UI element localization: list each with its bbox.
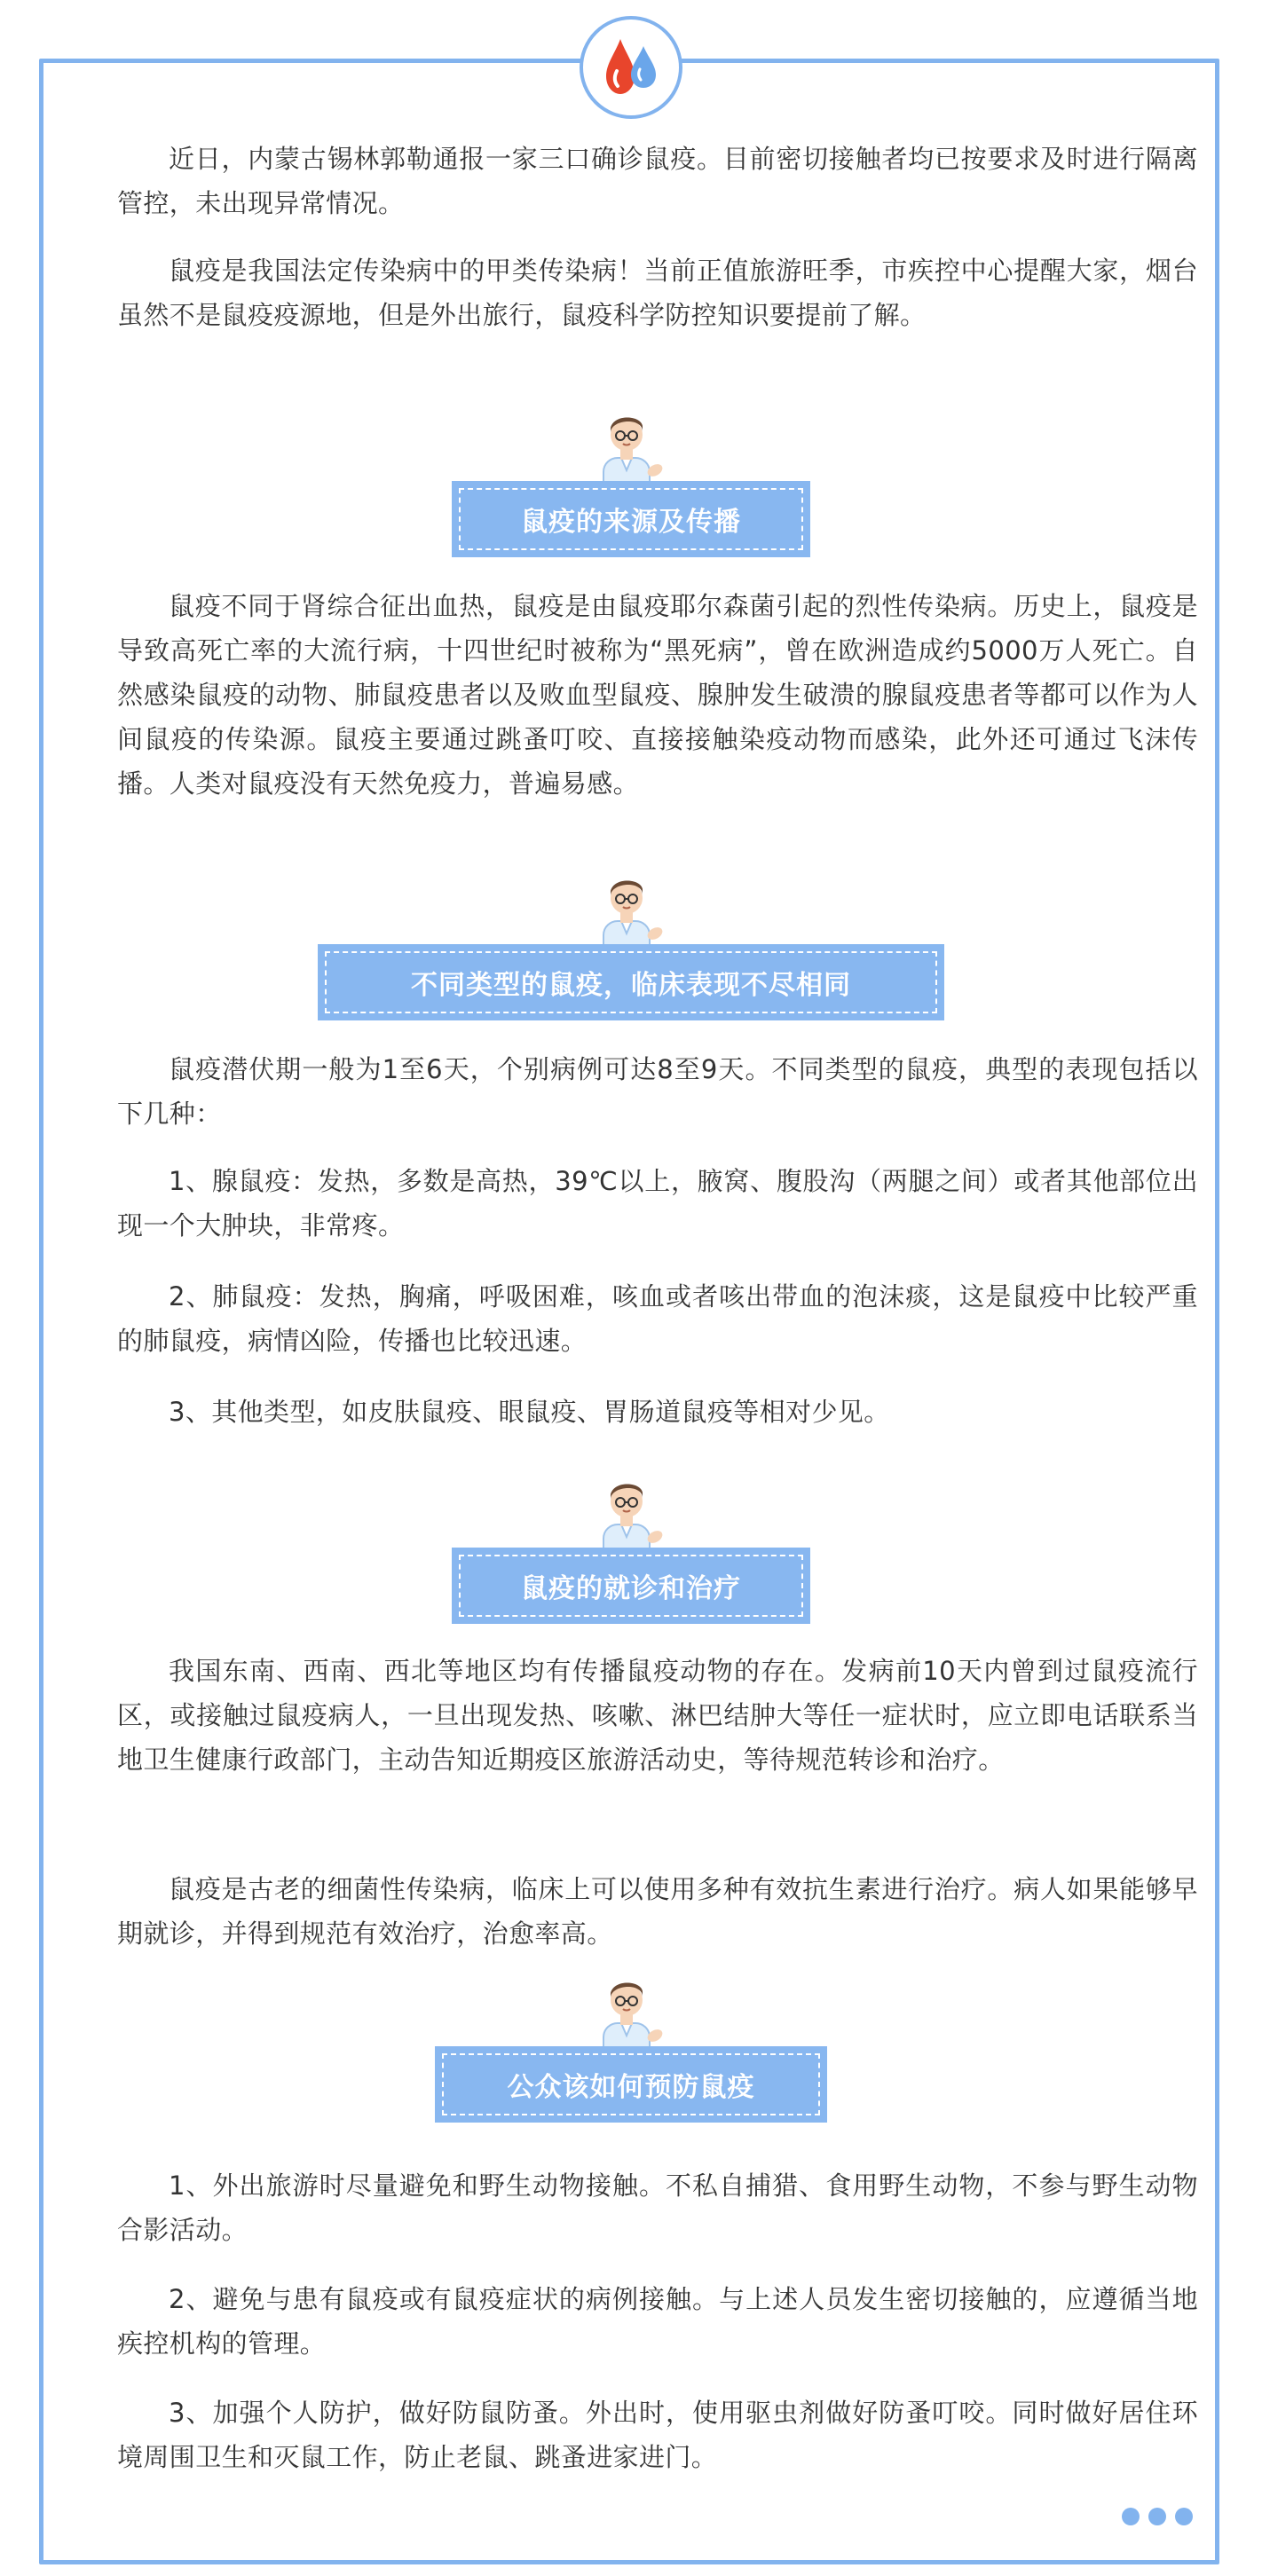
section-header-1 — [0, 406, 1262, 557]
top-badge — [580, 16, 682, 119]
section-title-3 — [452, 1548, 810, 1624]
section-4-paragraph-3: 3、加强个人防护，做好防鼠防蚤。外出时，使用驱虫剂做好防蚤叮咬。同时做好居住环境周围卫生和灭鼠工作，防止老鼠、跳蚤进家进门。 — [117, 2398, 1198, 2472]
section-header-2 — [0, 870, 1262, 1020]
intro-paragraph-1: 近日，内蒙古锡林郭勒通报一家三口确诊鼠疫。目前密切接触者均已按要求及时进行隔离管控，未出现异常情况。 — [117, 144, 1198, 218]
section-title-label: 鼠疫的来源及传播 — [459, 488, 803, 550]
section-3-paragraph-2: 鼠疫是古老的细菌性传染病，临床上可以使用多种有效抗生素进行治疗。病人如果能够早期就诊，并得到规范有效治疗，治愈率高。 — [117, 1874, 1198, 1949]
section-1-paragraph-1: 鼠疫不同于肾综合征出血热，鼠疫是由鼠疫耶尔森菌引起的烈性传染病。历史上，鼠疫是导致高死亡率的大流行病，十四世纪时被称为“黑死病”，曾在欧洲造成约5000万人死亡。自然感染鼠疫的动物、肺鼠疫患者以及败血型鼠疫、腺肿发生破溃的腺鼠疫患者等都可以作为人间鼠疫的传染源。鼠疫主要通过跳蚤叮咬、直接接触染疫动物而感染，此外还可通过飞沫传播。人类对鼠疫没有天然免疫力，普遍易感。 — [117, 591, 1198, 799]
blood-drops-icon — [590, 27, 672, 108]
section-2-paragraph-3: 2、肺鼠疫：发热，胸痛，呼吸困难，咳血或者咳出带血的泡沫痰，这是鼠疫中比较严重的肺鼠疫，病情凶险，传播也比较迅速。 — [117, 1281, 1198, 1356]
section-title-label: 公众该如何预防鼠疫 — [442, 2053, 820, 2115]
section-4-paragraph-1: 1、外出旅游时尽量避免和野生动物接触。不私自捕猎、食用野生动物，不参与野生动物合影活动。 — [117, 2170, 1198, 2245]
doctor-mascot-icon — [591, 870, 671, 949]
three-dots-icon — [1120, 2506, 1195, 2527]
section-title-4 — [435, 2046, 827, 2123]
section-title-2 — [318, 944, 944, 1020]
section-title-label: 不同类型的鼠疫，临床表现不尽相同 — [325, 951, 937, 1013]
section-3-paragraph-1: 我国东南、西南、西北等地区均有传播鼠疫动物的存在。发病前10天内曾到过鼠疫流行区，或接触过鼠疫病人，一旦出现发热、咳嗽、淋巴结肿大等任一症状时，应立即电话联系当地卫生健康行政部门，主动告知近期疫区旅游活动史，等待规范转诊和治疗。 — [117, 1656, 1198, 1775]
section-4-paragraph-2: 2、避免与患有鼠疫或有鼠疫症状的病例接触。与上述人员发生密切接触的，应遵循当地疾控机构的管理。 — [117, 2284, 1198, 2359]
doctor-mascot-icon — [591, 1972, 671, 2052]
section-title-1 — [452, 481, 810, 557]
intro-paragraph-2: 鼠疫是我国法定传染病中的甲类传染病！当前正值旅游旺季，市疾控中心提醒大家，烟台虽然不是鼠疫疫源地，但是外出旅行，鼠疫科学防控知识要提前了解。 — [117, 256, 1198, 330]
section-2-paragraph-2: 1、腺鼠疫：发热，多数是高热，39℃以上，腋窝、腹股沟（两腿之间）或者其他部位出现一个大肿块，非常疼。 — [117, 1166, 1198, 1241]
doctor-mascot-icon — [591, 1473, 671, 1553]
section-2-paragraph-4: 3、其他类型，如皮肤鼠疫、眼鼠疫、胃肠道鼠疫等相对少见。 — [169, 1397, 890, 1427]
doctor-mascot-icon — [591, 406, 671, 486]
section-header-3 — [0, 1473, 1262, 1624]
section-header-4 — [0, 1972, 1262, 2123]
section-title-label: 鼠疫的就诊和治疗 — [459, 1555, 803, 1617]
section-2-paragraph-1: 鼠疫潜伏期一般为1至6天，个别病例可达8至9天。不同类型的鼠疫，典型的表现包括以下几种： — [117, 1054, 1198, 1129]
